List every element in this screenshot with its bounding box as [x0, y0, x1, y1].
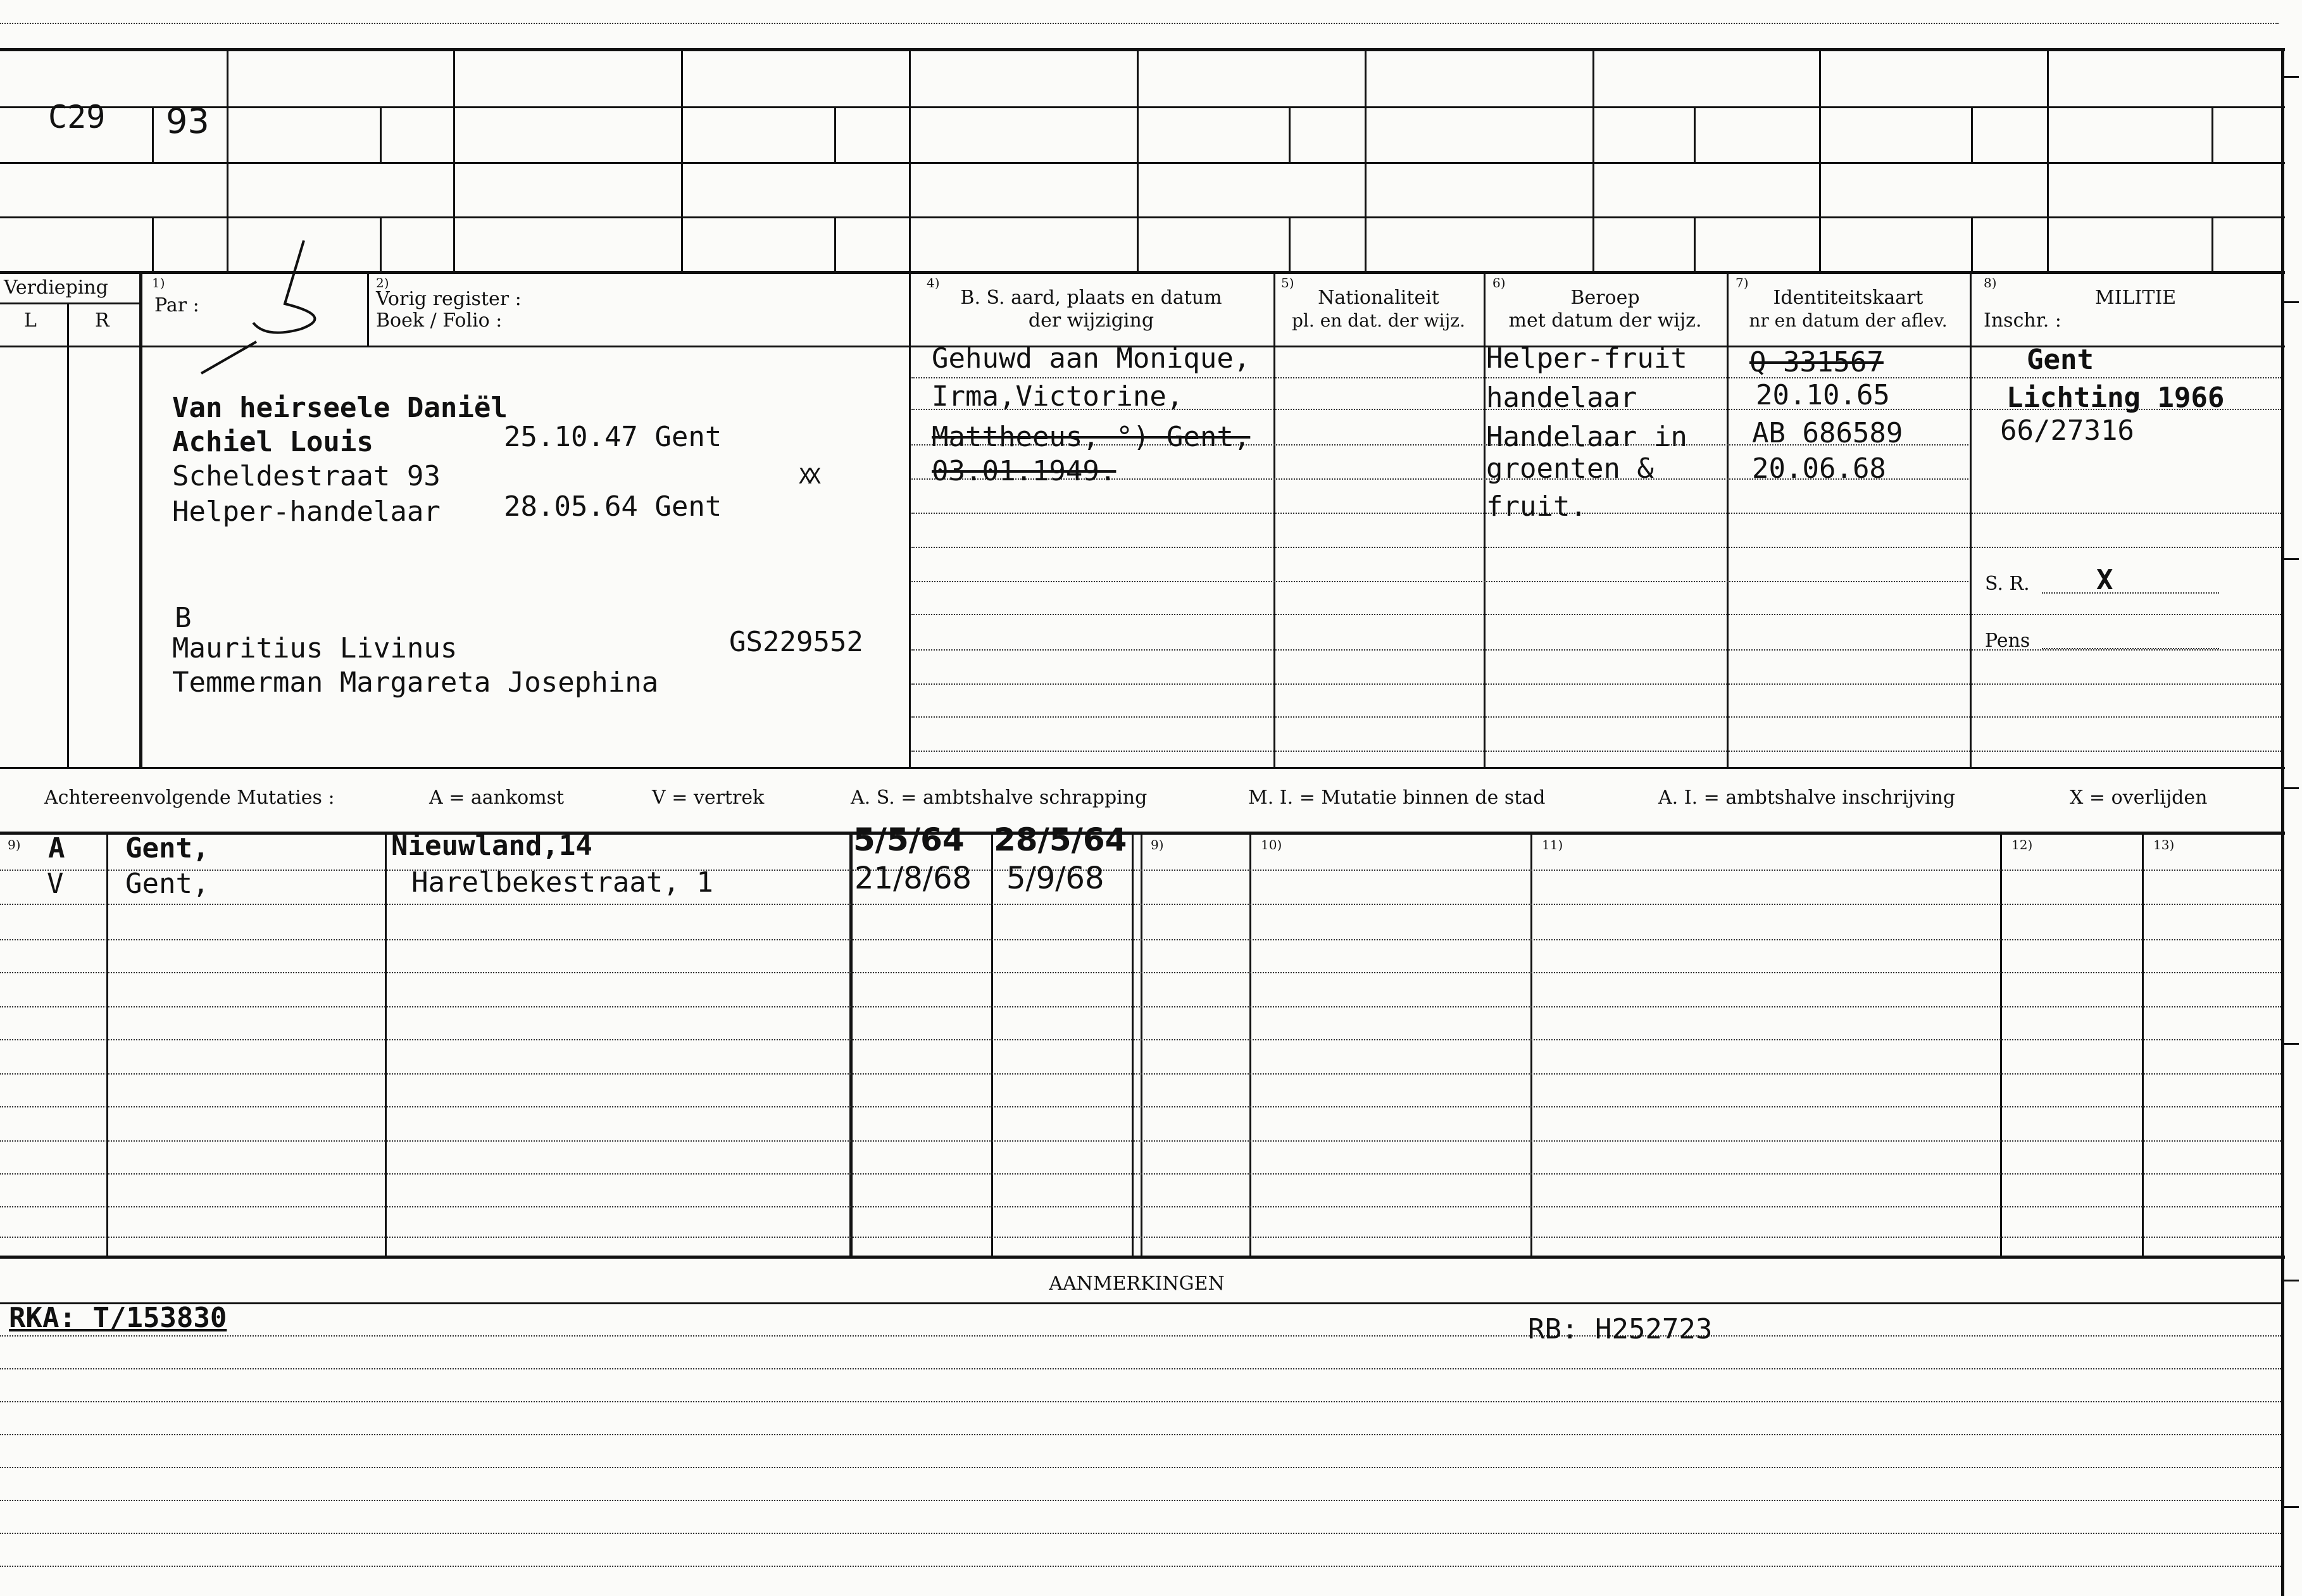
id-line-1: Q 331567: [1749, 346, 1884, 378]
id-line-3: AB 686589: [1752, 417, 1903, 449]
header-verdieping: Verdieping: [4, 277, 108, 299]
row-date-1: 21/8/68: [854, 861, 972, 896]
mut-colnum-10: 10): [1261, 837, 1282, 852]
id-line-4: 20.06.68: [1752, 452, 1886, 485]
beroep-line-3: Handelaar in: [1486, 421, 1687, 453]
header-inschr: Inschr. :: [1984, 309, 2061, 332]
header-l: L: [24, 309, 37, 332]
person-b-label: B: [175, 602, 192, 634]
id-line-2: 20.10.65: [1756, 379, 1890, 411]
scan-edge-line: [0, 23, 2279, 24]
person-mother: Temmerman Margareta Josephina: [172, 666, 659, 699]
header-r: R: [95, 309, 109, 332]
header-ber-num: 6): [1492, 275, 1506, 290]
person-name-2: Achiel Louis: [172, 426, 373, 458]
row-date-2: 5/9/68: [1006, 861, 1104, 896]
header-militie: MILITIE: [2095, 287, 2177, 309]
person-name-1: Van heirseele Daniël: [172, 392, 508, 424]
row-date-2: 28/5/64: [994, 821, 1127, 858]
header-nat-num: 5): [1281, 275, 1294, 290]
person-date2: 28.05.64 Gent: [504, 490, 722, 523]
header-bs-num: 4): [927, 275, 940, 290]
aanmerking-rka: RKA: T/153830: [9, 1302, 227, 1334]
header-ber-1: Beroep: [1570, 287, 1640, 309]
beroep-line-4: groenten &: [1486, 452, 1654, 485]
mut-colnum-9a: 9): [8, 837, 21, 852]
header-id-1: Identiteitskaart: [1773, 287, 1924, 309]
header-nat-2: pl. en dat. der wijz.: [1292, 310, 1465, 331]
person-birth: 25.10.47 Gent: [504, 421, 722, 453]
person-father: Mauritius Livinus: [172, 632, 458, 664]
mut-colnum-11: 11): [1542, 837, 1563, 852]
header-mil-num: 8): [1984, 275, 1997, 290]
militie-place: Gent: [2027, 344, 2094, 376]
header-vorig-1: Vorig register :: [376, 288, 522, 310]
header-vorig-2: Boek / Folio :: [376, 309, 503, 332]
bs-line-1: Gehuwd aan Monique,: [932, 342, 1251, 375]
row-city: Gent,: [125, 832, 210, 864]
person-occupation: Helper-handelaar: [172, 496, 441, 528]
person-street: Scheldestraat 93: [172, 460, 441, 492]
header-par-num: 1): [152, 275, 165, 290]
aanmerking-rb: RB: H252723: [1528, 1313, 1713, 1345]
code-right: 93: [166, 101, 210, 141]
legend-v: V = vertrek: [652, 787, 765, 809]
beroep-line-1: Helper-fruit: [1486, 342, 1687, 375]
row-type: V: [47, 868, 64, 900]
militie-number: 66/27316: [2000, 415, 2134, 447]
header-bs-1: B. S. aard, plaats en datum: [960, 287, 1222, 309]
bs-line-2: Irma,Victorine,: [932, 380, 1184, 413]
header-nat-1: Nationaliteit: [1318, 287, 1439, 309]
legend-as: A. S. = ambtshalve schrapping: [851, 787, 1148, 809]
row-city: Gent,: [125, 868, 210, 900]
legend-x: X = overlijden: [2070, 787, 2208, 809]
legend-a: A = aankomst: [429, 787, 565, 809]
code-left: C29: [48, 99, 106, 135]
legend-mi: M. I. = Mutatie binnen de stad: [1248, 787, 1546, 809]
legend-ai: A. I. = ambtshalve inschrijving: [1658, 787, 1956, 809]
militie-sr-label: S. R.: [1985, 573, 2030, 595]
militie-sr-value: X: [2096, 564, 2113, 596]
header-ber-2: met datum der wijz.: [1508, 309, 1702, 332]
row-street: Harelbekestraat, 1: [411, 866, 713, 899]
header-id-num: 7): [1736, 275, 1749, 290]
row-type: A: [48, 832, 65, 864]
mut-colnum-13: 13): [2153, 837, 2175, 852]
row-date-1: 5/5/64: [853, 821, 965, 858]
militie-pens-label: Pens: [1985, 630, 2030, 652]
header-par: Par :: [154, 294, 199, 316]
handwritten-par-mark: [190, 234, 342, 380]
beroep-line-2: handelaar: [1486, 382, 1637, 414]
mut-colnum-9b: 9): [1151, 837, 1164, 852]
beroep-line-5: fruit.: [1486, 490, 1587, 523]
row-street: Nieuwland,14: [391, 830, 592, 862]
person-code: GS229552: [729, 626, 863, 658]
header-bs-2: der wijziging: [1028, 309, 1154, 332]
person-mark: XX: [799, 464, 817, 489]
header-vorig-num: 2): [376, 275, 389, 290]
aanmerkingen-title: AANMERKINGEN: [1049, 1273, 1225, 1295]
bs-line-3: Mattheeus, °) Gent,: [932, 421, 1251, 453]
bs-line-4: 03.01.1949.: [932, 455, 1117, 487]
mut-colnum-12: 12): [2011, 837, 2033, 852]
mutaties-title: Achtereenvolgende Mutaties :: [44, 787, 335, 809]
militie-lichting: Lichting 1966: [2006, 382, 2225, 414]
header-id-2: nr en datum der aflev.: [1749, 310, 1948, 331]
